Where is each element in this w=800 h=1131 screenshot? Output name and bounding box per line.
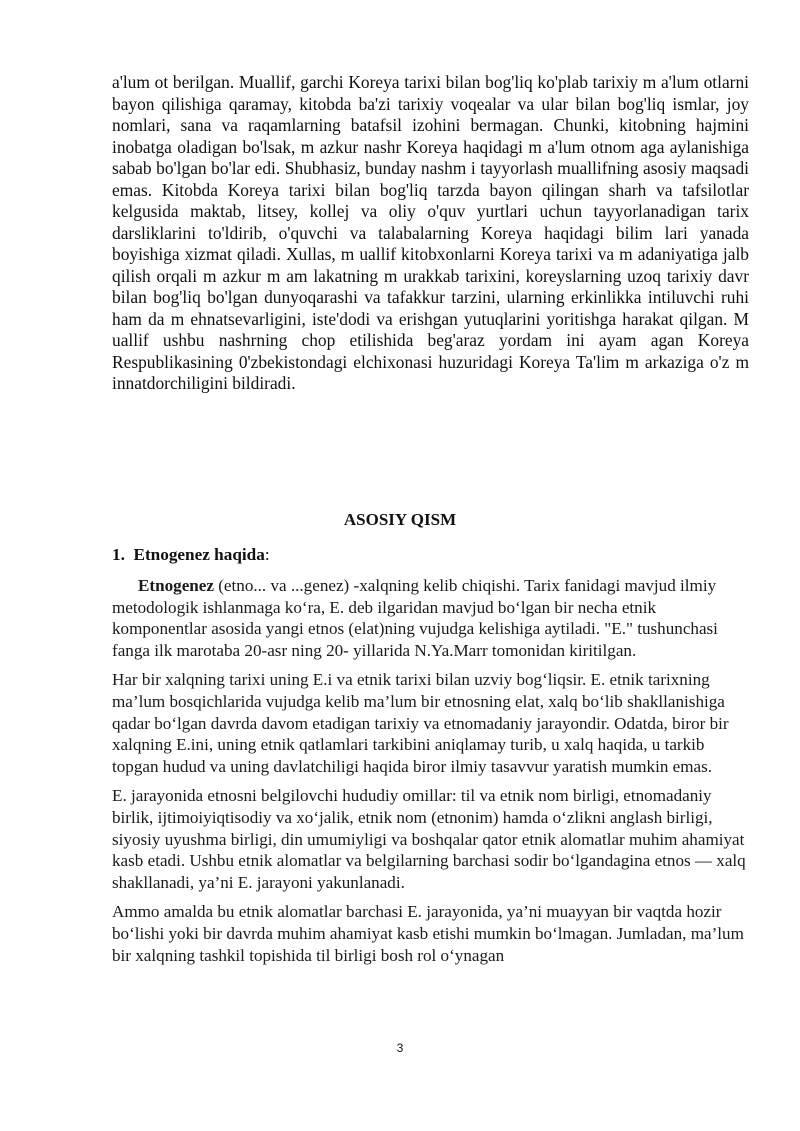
heading-text: Etnogenez haqida [133, 545, 265, 564]
paragraph-4: Ammo amalda bu etnik alomatlar barchasi E. jarayonida, ya’ni muayyan bir vaqtda hozir bo‘lishi yoki bir davrda muhim ahamiyat kasb etishi mumkin bo‘lmagan. Jumladan, ma’lum bir xalqning tashkil topishida til birligi bosh rol o‘ynagan [112, 902, 744, 965]
paragraph-2: Har bir xalqning tarixi uning E.i va etnik tarixi bilan uzviy bog‘liqsir. E. etnik tarixning ma’lum bosqichlarida vujudga kelib ma’lum bir etnosning elat, xalq bo‘lib shakllanishiga qadar bo‘lgan davrda davom etadigan tarixiy va etnomadaniy jarayondir. Odatda, biror bir xalqning E.ini, uning etnik qatlamlari tarkibini aniqlamay turib, u xalq haqida, u tarkib topgan hudud va uning davlatchiligi haqida biror ilmiy tasavvur yaratish mumkin emas. [112, 670, 729, 776]
paragraph-1-text: (etno... va ...genez) -xalqning kelib chiqishi. Tarix fanidagi mavjud ilmiy metodologik ishlanmaga ko‘ra, E. deb ilgaridan mavjud bo‘lgan bir necha etnik komponentlar asosida yangi etnos (elat)ning vujudga kelishiga aytiladi. "E." tushunchasi fanga ilk marotaba 20-asr ning 20- yillarida N.Ya.Marr tomonidan kiritilgan. [112, 576, 718, 660]
paragraph-3: E. jarayonida etnosni belgilovchi hududiy omillar: til va etnik nom birligi, etnomadaniy birlik, ijtimoiyiqtisodiy va xo‘jalik, etnik nom (etnonim) hamda o‘zlikni anglash birligi, siyosiy uyushma birligi, din umumiyligi va boshqalar qator etnik alomatlar muhim ahamiyat kasb etadi. Ushbu etnik alomatlar va belgilarning barchasi sodir bo‘lgandagina etnos — xalq shakllanadi, ya’ni E. jarayoni yakunlanadi. [112, 786, 746, 892]
body-text [112, 575, 752, 974]
intro-paragraph: a'lum ot berilgan. Muallif, garchi Koreya tarixi bilan bog'liq ko'plab tarixiy m a'lum otlarni bayon qilishiga qaramay, kitobda ba'zi tarixiy voqealar va ular bilan bog'liq ismlar, joy nomlari, sana va raqamlarning batafsil izohini bermagan. Chunki, kitobning hajmini inobatga oladigan bo'lsak, m azkur nashr Koreya haqidagi m a'lum otnom aga aylanishiga sabab bo'lgan bo'lar edi. Shubhasiz, bunday nashm i tayyorlash muallifning asosiy maqsadi emas. Kitobda Koreya tarixi bilan bog'liq tarzda bayon qilingan sharh va tafsilotlar kelgusida maktab, litsey, kollej va oliy o'quv yurtlari uchun tayyorlanadigan tarix darsliklarini to'ldirib, o'quvchi va talabalarning Koreya haqidagi bilim lari yanada boyishiga xizmat qiladi. Xullas, m uallif kitobxonlarni Koreya tarixi va m adaniyatiga jalb qilish orqali m azkur m am lakatning m urakkab tarixini, koreyslarning uzoq tarixiy davr bilan bog'liq bo'lgan dunyoqarashi va tafakkur tarzini, ularning erkinlikka intiluvchi ruhi ham da m ehnatsevarligini, iste'dodi va erishgan yutuqlarini yoritishga harakat qilgan. M uallif ushbu nashrning chop etilishida beg'araz yordam ini ayam agan Koreya Respublikasining 0'zbekistondagi elchixonasi huzuridagi Koreya Ta'lim m arkaziga o'z m innatdorchiligini bildiradi. [112, 72, 749, 393]
section-heading [112, 545, 270, 565]
heading-suffix: : [264, 545, 270, 564]
paragraph-1 [112, 575, 752, 661]
section-title: ASOSIY QISM [343, 510, 457, 529]
term-etnogenez: Etnogenez [138, 576, 214, 595]
page-number: 3 [396, 1041, 404, 1055]
heading-number: 1. [112, 545, 125, 564]
